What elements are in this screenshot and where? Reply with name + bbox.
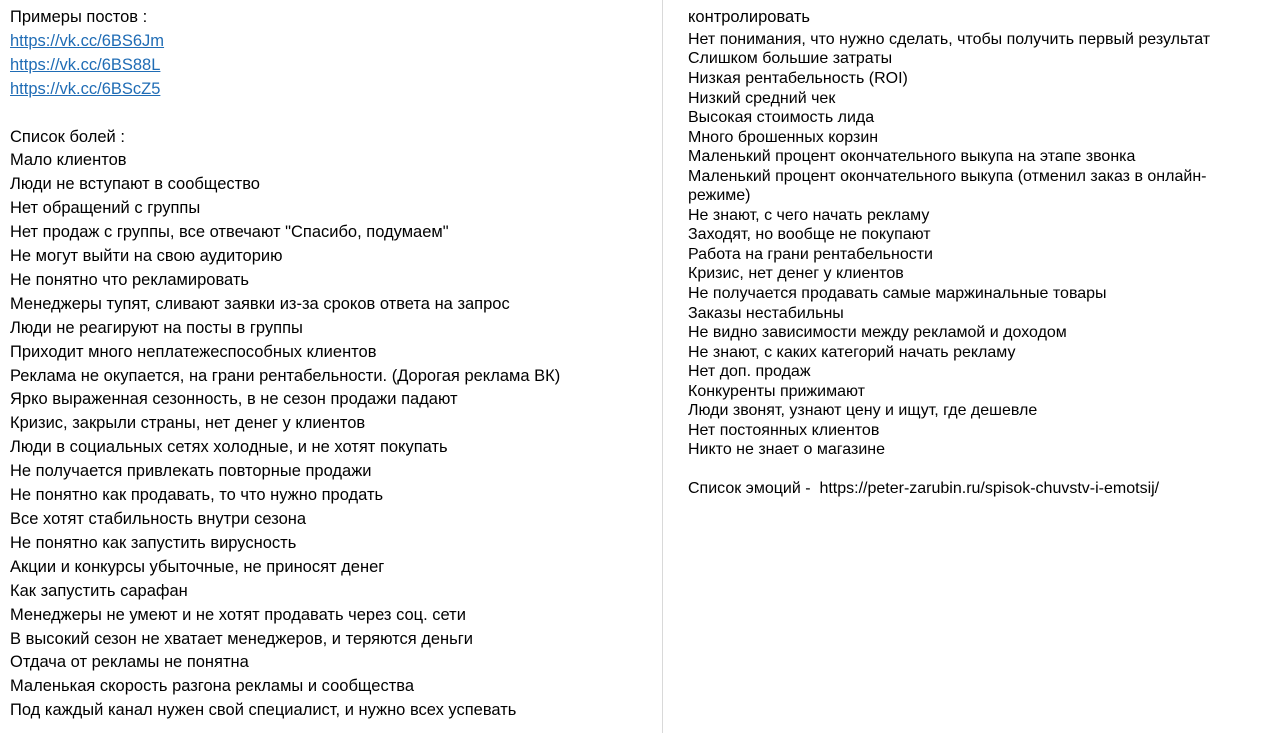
pain-item: Маленький процент окончательного выкупа на этапе звонка: [688, 148, 1136, 166]
pain-item: Заказы нестабильны: [688, 304, 844, 322]
pain-item: Низкий средний чек: [688, 89, 836, 107]
pain-item: Нет обращений с группы: [10, 199, 201, 218]
pain-item: Конкуренты прижимают: [688, 382, 865, 400]
pain-item: Не получается привлекать повторные продажи: [10, 462, 372, 481]
pain-item: Низкая рентабельность (ROI): [688, 70, 908, 87]
pain-item: Нет постоянных клиентов: [688, 421, 880, 439]
pain-item: Приходит много неплатежеспособных клиентов: [10, 342, 377, 361]
pain-item: Под каждый канал нужен свой специалист, и нужно всех успевать: [10, 701, 517, 720]
pain-item: Менеджеры не умеют и не хотят продавать через соц. сети: [10, 605, 466, 624]
pains-list-left: [10, 149, 656, 723]
pain-item: Люди не реагируют на посты в группы: [10, 318, 303, 337]
post-link-3[interactable]: https://vk.cc/6BScZ5: [10, 79, 161, 98]
pain-item: Работа на грани рентабельности: [688, 245, 933, 263]
blank-line: [10, 102, 656, 126]
pain-item: Не понятно как продавать, то что нужно продать: [10, 486, 384, 505]
pains-list-right: [688, 30, 1274, 460]
right-column: [688, 6, 1274, 499]
pain-item: Кризис, нет денег у клиентов: [688, 265, 904, 283]
pain-item: Высокая стоимость лида: [688, 109, 875, 127]
pain-item: Нет понимания, что нужно сделать, чтобы получить первый результат: [688, 30, 1211, 48]
pain-item: Люди звонят, узнают цену и ищут, где дешевле: [688, 402, 1038, 420]
pain-item: Люди не вступают в сообщество: [10, 175, 260, 194]
post-link-row: [10, 30, 656, 54]
pain-item: Маленькая скорость разгона рекламы и сообщества: [10, 677, 415, 696]
post-link-row: [10, 54, 656, 78]
post-link-2[interactable]: https://vk.cc/6BS88L: [10, 55, 161, 74]
pain-item: Реклама не окупается, на грани рентабельности. (Дорогая реклама ВК): [10, 366, 561, 385]
column-divider: [662, 0, 663, 733]
pain-item: Много брошенных корзин: [688, 128, 879, 146]
pain-item: Маленький процент окончательного выкупа (отменил заказ в онлайн-: [688, 167, 1207, 185]
left-column: [10, 6, 656, 723]
pain-item: Слишком большие затраты: [688, 50, 893, 68]
pain-item: В высокий сезон не хватает менеджеров, и теряются деньги: [10, 629, 473, 648]
pain-item: Люди в социальных сетях холодные, и не хотят покупать: [10, 438, 448, 457]
post-link-row: [10, 78, 656, 102]
pain-item: Все хотят стабильность внутри сезона: [10, 510, 307, 529]
pain-item: Не знают, с чего начать рекламу: [688, 206, 930, 224]
examples-title: Примеры постов :: [10, 8, 148, 26]
pain-item: Кризис, закрыли страны, нет денег у клиентов: [10, 414, 366, 433]
pain-item: Не понятно что рекламировать: [10, 270, 250, 289]
pain-item: Акции и конкурсы убыточные, не приносят денег: [10, 557, 385, 576]
pain-item: Заходят, но вообще не покупают: [688, 226, 931, 244]
pain-item: режиме): [688, 187, 751, 205]
pain-item: Не получается продавать самые маржинальные товары: [688, 285, 1107, 303]
pain-item: Не понятно как запустить вирусность: [10, 533, 297, 552]
post-link-1[interactable]: https://vk.cc/6BS6Jm: [10, 31, 165, 50]
pain-item: Никто не знает о магазине: [688, 441, 886, 459]
pain-item: Нет продаж с группы, все отвечают "Спасибо, подумаем": [10, 223, 449, 242]
pain-item: Не могут выйти на свою аудиторию: [10, 247, 283, 266]
overflow-text: контролировать: [688, 8, 810, 26]
pains-title: Список болей :: [10, 127, 125, 146]
pain-item: Мало клиентов: [10, 151, 127, 170]
pain-item: Не знают, с каких категорий начать рекламу: [688, 343, 1016, 361]
pain-item: Не видно зависимости между рекламой и доходом: [688, 324, 1067, 342]
pain-item: Нет доп. продаж: [688, 363, 811, 381]
pain-item: Отдача от рекламы не понятна: [10, 653, 249, 672]
pain-item: Ярко выраженная сезонность, в не сезон продажи падают: [10, 390, 458, 409]
emotions-link-line: Список эмоций - https://peter-zarubin.ru/spisok-chuvstv-i-emotsij/: [688, 480, 1160, 498]
pain-item: Менеджеры тупят, сливают заявки из-за сроков ответа на запрос: [10, 294, 510, 313]
pain-item: Как запустить сарафан: [10, 581, 188, 600]
